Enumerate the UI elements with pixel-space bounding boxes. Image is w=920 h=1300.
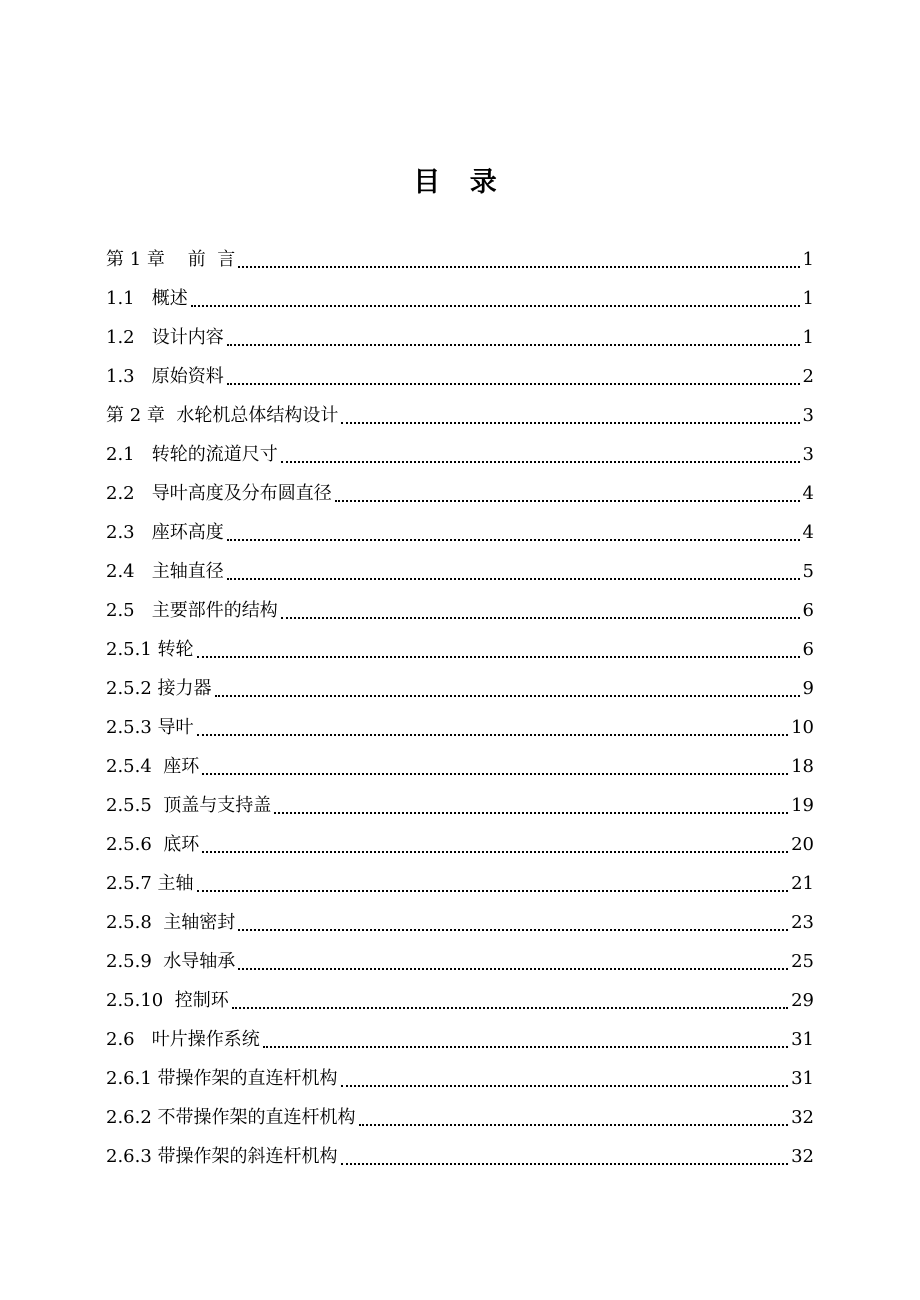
- dot-leader: [227, 344, 800, 346]
- toc-entry[interactable]: [106, 552, 814, 591]
- toc-entry-label: 2.5.9 水导轴承: [106, 951, 236, 972]
- toc-entry[interactable]: [106, 1098, 814, 1137]
- toc-entry-page-number: 25: [791, 951, 814, 972]
- toc-entry-label: 2.5 主要部件的结构: [106, 600, 278, 621]
- toc-entry-page-number: 10: [791, 717, 814, 738]
- toc-entry-label: 2.5.5 顶盖与支持盖: [106, 795, 272, 816]
- dot-leader: [227, 383, 800, 385]
- toc-entry[interactable]: [106, 240, 814, 279]
- dot-leader: [281, 461, 800, 463]
- toc-entry-label: 2.5.4 座环: [106, 756, 200, 777]
- toc-entry-label: 2.6.1 带操作架的直连杆机构: [106, 1068, 338, 1089]
- toc-entry[interactable]: [106, 591, 814, 630]
- toc-entry-page-number: 29: [791, 990, 814, 1011]
- toc-entry-page-number: 23: [791, 912, 814, 933]
- toc-entry-label: 1.3 原始资料: [106, 366, 224, 387]
- toc-entry[interactable]: [106, 279, 814, 318]
- toc-entry-page-number: 9: [802, 678, 814, 699]
- toc-entry-page-number: 6: [802, 600, 814, 621]
- dot-leader: [202, 851, 788, 853]
- toc-entry-page-number: 32: [791, 1146, 814, 1167]
- toc-entry-label: 2.3 座环高度: [106, 522, 224, 543]
- toc-entry-page-number: 19: [791, 795, 814, 816]
- toc-entry[interactable]: [106, 903, 814, 942]
- dot-leader: [197, 890, 789, 892]
- toc-entry-label: 2.5.8 主轴密封: [106, 912, 236, 933]
- toc-entry[interactable]: [106, 357, 814, 396]
- dot-leader: [197, 734, 789, 736]
- dot-leader: [227, 578, 800, 580]
- dot-leader: [215, 695, 800, 697]
- toc-entry-page-number: 6: [802, 639, 814, 660]
- dot-leader: [232, 1007, 788, 1009]
- toc-entry[interactable]: [106, 513, 814, 552]
- dot-leader: [197, 656, 800, 658]
- toc-entry-page-number: 4: [802, 522, 814, 543]
- toc-entry-label: 1.2 设计内容: [106, 327, 224, 348]
- toc-entry-page-number: 21: [791, 873, 814, 894]
- dot-leader: [263, 1046, 788, 1048]
- dot-leader: [341, 1085, 789, 1087]
- dot-leader: [341, 1163, 789, 1165]
- toc-entry-label: 2.6 叶片操作系统: [106, 1029, 260, 1050]
- toc-title: 目 录: [413, 167, 507, 198]
- toc-entry[interactable]: [106, 942, 814, 981]
- toc-entry[interactable]: [106, 1059, 814, 1098]
- toc-entry[interactable]: [106, 318, 814, 357]
- dot-leader: [238, 968, 788, 970]
- dot-leader: [274, 812, 788, 814]
- toc-entry-label: 2.5.7 主轴: [106, 873, 194, 894]
- dot-leader: [191, 305, 800, 307]
- toc-entry-page-number: 3: [802, 444, 814, 465]
- toc-entry[interactable]: [106, 1020, 814, 1059]
- toc-entry-label: 2.5.6 底环: [106, 834, 200, 855]
- toc-entry-page-number: 3: [802, 405, 814, 426]
- toc-entry-label: 2.5.3 导叶: [106, 717, 194, 738]
- toc-entry-label: 2.2 导叶高度及分布圆直径: [106, 483, 332, 504]
- toc-entry[interactable]: [106, 747, 814, 786]
- dot-leader: [227, 539, 800, 541]
- toc-entry[interactable]: [106, 864, 814, 903]
- toc-entry-page-number: 20: [791, 834, 814, 855]
- toc-entry-page-number: 2: [802, 366, 814, 387]
- toc-entry-page-number: 31: [791, 1068, 814, 1089]
- toc-entry-label: 2.5.1 转轮: [106, 639, 194, 660]
- toc-entry[interactable]: [106, 630, 814, 669]
- toc-entry-page-number: 1: [802, 327, 814, 348]
- toc-entry-page-number: 4: [802, 483, 814, 504]
- toc-entry-label: 第 1 章 前 言: [106, 249, 236, 270]
- toc-entry-page-number: 31: [791, 1029, 814, 1050]
- toc-entry[interactable]: [106, 981, 814, 1020]
- dot-leader: [238, 266, 799, 268]
- toc-entry-label: 第 2 章 水轮机总体结构设计: [106, 405, 339, 426]
- toc-entry[interactable]: [106, 786, 814, 825]
- toc-entry-page-number: 32: [791, 1107, 814, 1128]
- toc-entry[interactable]: [106, 435, 814, 474]
- dot-leader: [238, 929, 788, 931]
- toc-entry-label: 2.5.2 接力器: [106, 678, 212, 699]
- toc-entry[interactable]: [106, 396, 814, 435]
- toc-entry-label: 2.6.3 带操作架的斜连杆机构: [106, 1146, 338, 1167]
- toc-entry[interactable]: [106, 1137, 814, 1176]
- dot-leader: [341, 422, 799, 424]
- toc-entry-label: 2.4 主轴直径: [106, 561, 224, 582]
- toc-entry-label: 1.1 概述: [106, 288, 188, 309]
- toc-entry-page-number: 5: [802, 561, 814, 582]
- toc-entry-page-number: 18: [791, 756, 814, 777]
- toc-entry-label: 2.5.10 控制环: [106, 990, 229, 1011]
- dot-leader: [202, 773, 788, 775]
- toc-entry[interactable]: [106, 708, 814, 747]
- toc-entry-label: 2.1 转轮的流道尺寸: [106, 444, 278, 465]
- toc-entry[interactable]: [106, 825, 814, 864]
- toc-entry-label: 2.6.2 不带操作架的直连杆机构: [106, 1107, 356, 1128]
- toc-entry-page-number: 1: [802, 249, 814, 270]
- table-of-contents: [106, 240, 814, 1176]
- dot-leader: [335, 500, 800, 502]
- toc-entry-page-number: 1: [802, 288, 814, 309]
- toc-entry[interactable]: [106, 669, 814, 708]
- dot-leader: [359, 1124, 789, 1126]
- toc-entry[interactable]: [106, 474, 814, 513]
- dot-leader: [281, 617, 800, 619]
